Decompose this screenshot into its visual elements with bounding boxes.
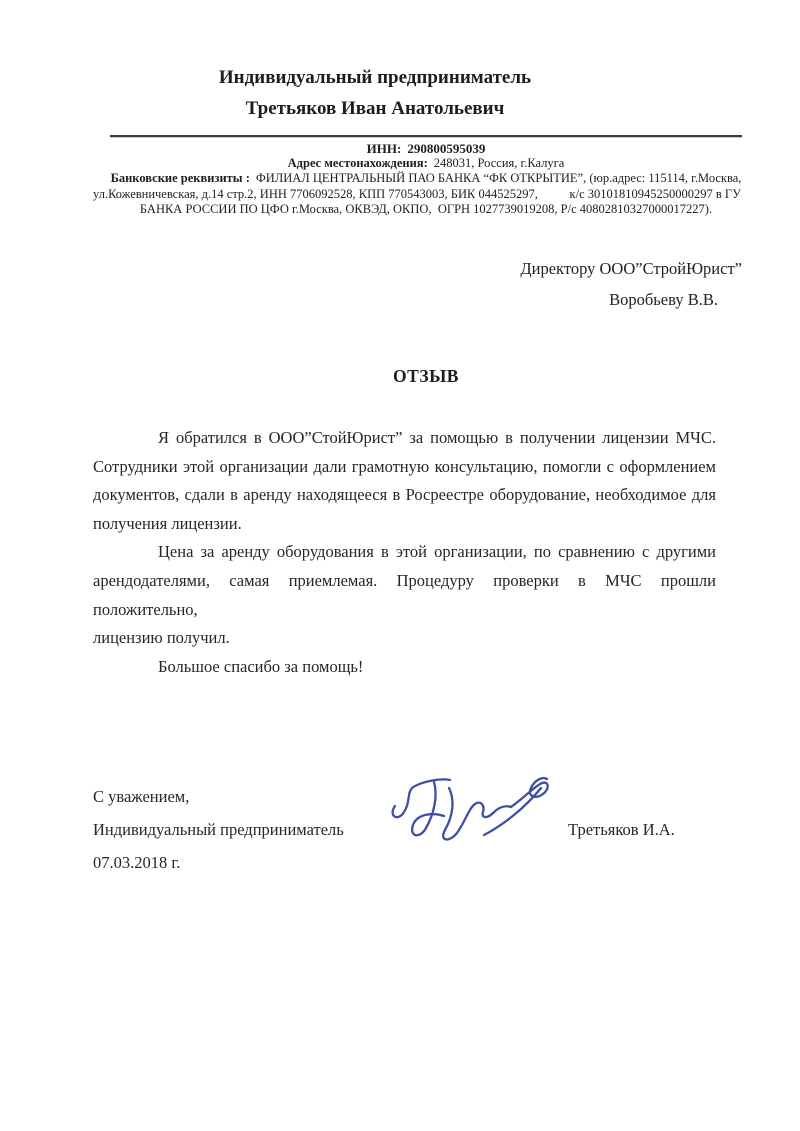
address-value: 248031, Россия, г.Калуга [433,156,565,171]
address-line [110,156,742,171]
signoff-date: 07.03.2018 г. [93,853,181,872]
addressee-title: Директору ООО”СтройЮрист” [520,259,742,278]
bank-line-3: БАНКА РОССИИ ПО ЦФО г.Москва, ОКВЭД, ОКПО, ОГРН 1027739019208, Р/с 40802810327000017227). [139,201,713,216]
body-line: Цена за аренду оборудования в этой организации, по сравнению с другими [158,542,716,562]
bank-label: Банковские реквизиты : [110,171,250,186]
addressee-block [520,253,742,315]
handwritten-signature [383,762,555,850]
requisites-block [93,141,742,217]
inn-label: ИНН: [366,141,402,156]
bank-name: ФИЛИАЛ ЦЕНТРАЛЬНЫЙ ПАО БАНКА “ФК ОТКРЫТИЕ”, (юр.адрес: 115114, г.Москва, [255,171,742,186]
body-line: лицензию получил. [93,628,230,648]
bank-line-2 [93,187,741,202]
letterhead [60,62,690,124]
bank-line-2-left: ул.Кожевничевская, д.14 стр.2, ИНН 7706092528, КПП 770543003, БИК 044525297, [93,186,538,201]
body-line: Сотрудники этой организации дали грамотную консультацию, помогли с оформлением [93,456,716,476]
addressee-name: Воробьеву В.В. [609,290,718,309]
letterhead-person-name: Третьяков Иван Анатольевич [245,98,505,119]
signature-scribble-icon [383,762,555,850]
document-title: ОТЗЫВ [393,366,459,386]
body-line: получения лицензии. [93,513,242,533]
signoff-name: Третьяков И.А. [568,820,675,839]
bank-line-2-right: к/с 30101810945250000297 в ГУ [569,186,741,201]
bank-line-1 [110,171,742,186]
inn-value: 290800595039 [407,141,486,156]
letterhead-divider-line [110,135,742,137]
body-line: Большое спасибо за помощь! [158,656,364,676]
letterhead-entity-type: Индивидуальный предприниматель [218,67,532,88]
inn-line [110,141,742,156]
body-line: арендодателями, самая приемлемая. Процедуру проверки в МЧС прошли положительно, [93,570,716,619]
signoff-regards: С уважением, [93,787,190,806]
letter-body [93,424,716,681]
signoff-role: Индивидуальный предприниматель [93,820,344,839]
body-line: Я обратился в ООО”СтойЮрист” за помощью в получении лицензии МЧС. [158,428,716,447]
body-line: документов, сдали в аренду находящееся в Росреестре оборудование, необходимое для [93,485,716,505]
address-label: Адрес местонахождения: [287,156,428,171]
